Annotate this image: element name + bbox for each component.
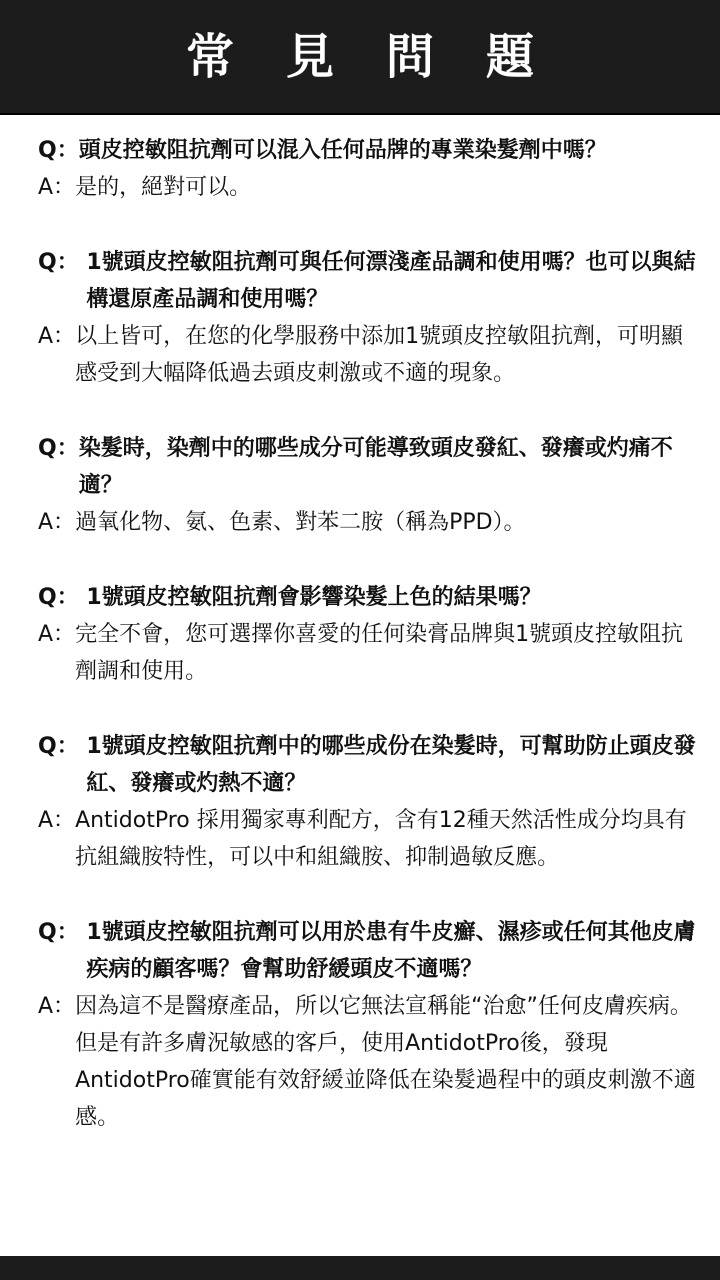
faq-item (38, 132, 698, 206)
answer-prefix: A： (38, 808, 76, 833)
page-header (0, 0, 720, 115)
faq-item (38, 728, 698, 876)
answer-text (75, 169, 698, 206)
question-prefix: Q： (38, 734, 87, 759)
faq-answer (38, 616, 698, 690)
footer-bar (0, 1256, 720, 1280)
question-text: 1號頭皮控敏阻抗劑中的哪些成份在染髮時，可幫助防止頭皮發紅、發癢或灼熱不適？ (86, 734, 696, 796)
answer-text (75, 616, 698, 690)
question-text: 染髮時，染劑中的哪些成分可能導致頭皮發紅、發癢或灼痛不適？ (78, 436, 673, 498)
question-text: 1號頭皮控敏阻抗劑可與任何漂淺產品調和使用嗎？也可以與結構還原產品調和使用嗎？ (86, 250, 696, 312)
answer-paragraph: 但是有許多膚況敏感的客戶，使用AntidotPro後，發現AntidotPro確實能有效舒緩並降低在染髮過程中的頭皮刺激不適感。 (75, 1031, 696, 1130)
answer-paragraph: 過氧化物、氨、色素、對苯二胺（稱為PPD）。 (75, 510, 526, 535)
faq-item (38, 579, 698, 690)
answer-prefix: A： (38, 510, 76, 535)
answer-paragraph: AntidotPro 採用獨家專利配方，含有12種天然活性成分均具有抗組織胺特性，可以中和組織胺、抑制過敏反應。 (75, 808, 687, 870)
question-prefix: Q： (38, 585, 87, 610)
faq-question (38, 728, 698, 802)
faq-question (38, 132, 698, 169)
question-prefix: Q： (38, 250, 87, 275)
faq-item (38, 244, 698, 392)
answer-paragraph: 以上皆可，在您的化學服務中添加1號頭皮控敏阻抗劑，可明顯感受到大幅降低過去頭皮刺激或不適的現象。 (75, 324, 684, 386)
answer-paragraph: 因為這不是醫療產品，所以它無法宣稱能“治愈”任何皮膚疾病。 (75, 994, 692, 1019)
answer-prefix: A： (38, 994, 76, 1019)
answer-paragraph: 是的，絕對可以。 (75, 175, 252, 200)
answer-prefix: A： (38, 324, 76, 349)
faq-question (38, 430, 698, 504)
faq-item (38, 914, 698, 1136)
faq-answer (38, 802, 698, 876)
question-text: 頭皮控敏阻抗劑可以混入任何品牌的專業染髮劑中嗎？ (78, 138, 607, 163)
faq-answer (38, 318, 698, 392)
answer-paragraph: 完全不會，您可選擇你喜愛的任何染膏品牌與1號頭皮控敏阻抗劑調和使用。 (75, 622, 684, 684)
faq-question (38, 244, 698, 318)
faq-answer (38, 988, 698, 1136)
answer-text (75, 988, 698, 1136)
faq-question (38, 579, 698, 616)
answer-text (75, 802, 698, 876)
question-text: 1號頭皮控敏阻抗劑會影響染髮上色的結果嗎？ (86, 585, 542, 610)
page-title: 常見問題 (185, 28, 586, 85)
faq-answer (38, 504, 698, 541)
faq-list (38, 132, 698, 1174)
faq-answer (38, 169, 698, 206)
answer-prefix: A： (38, 175, 76, 200)
answer-text (75, 504, 698, 541)
question-prefix: Q： (38, 920, 87, 945)
question-prefix: Q： (38, 138, 79, 163)
faq-item (38, 430, 698, 541)
question-prefix: Q： (38, 436, 79, 461)
answer-prefix: A： (38, 622, 76, 647)
faq-question (38, 914, 698, 988)
question-text: 1號頭皮控敏阻抗劑可以用於患有牛皮癬、濕疹或任何其他皮膚疾病的顧客嗎？會幫助舒緩頭皮不適嗎？ (86, 920, 696, 982)
answer-text (75, 318, 698, 392)
